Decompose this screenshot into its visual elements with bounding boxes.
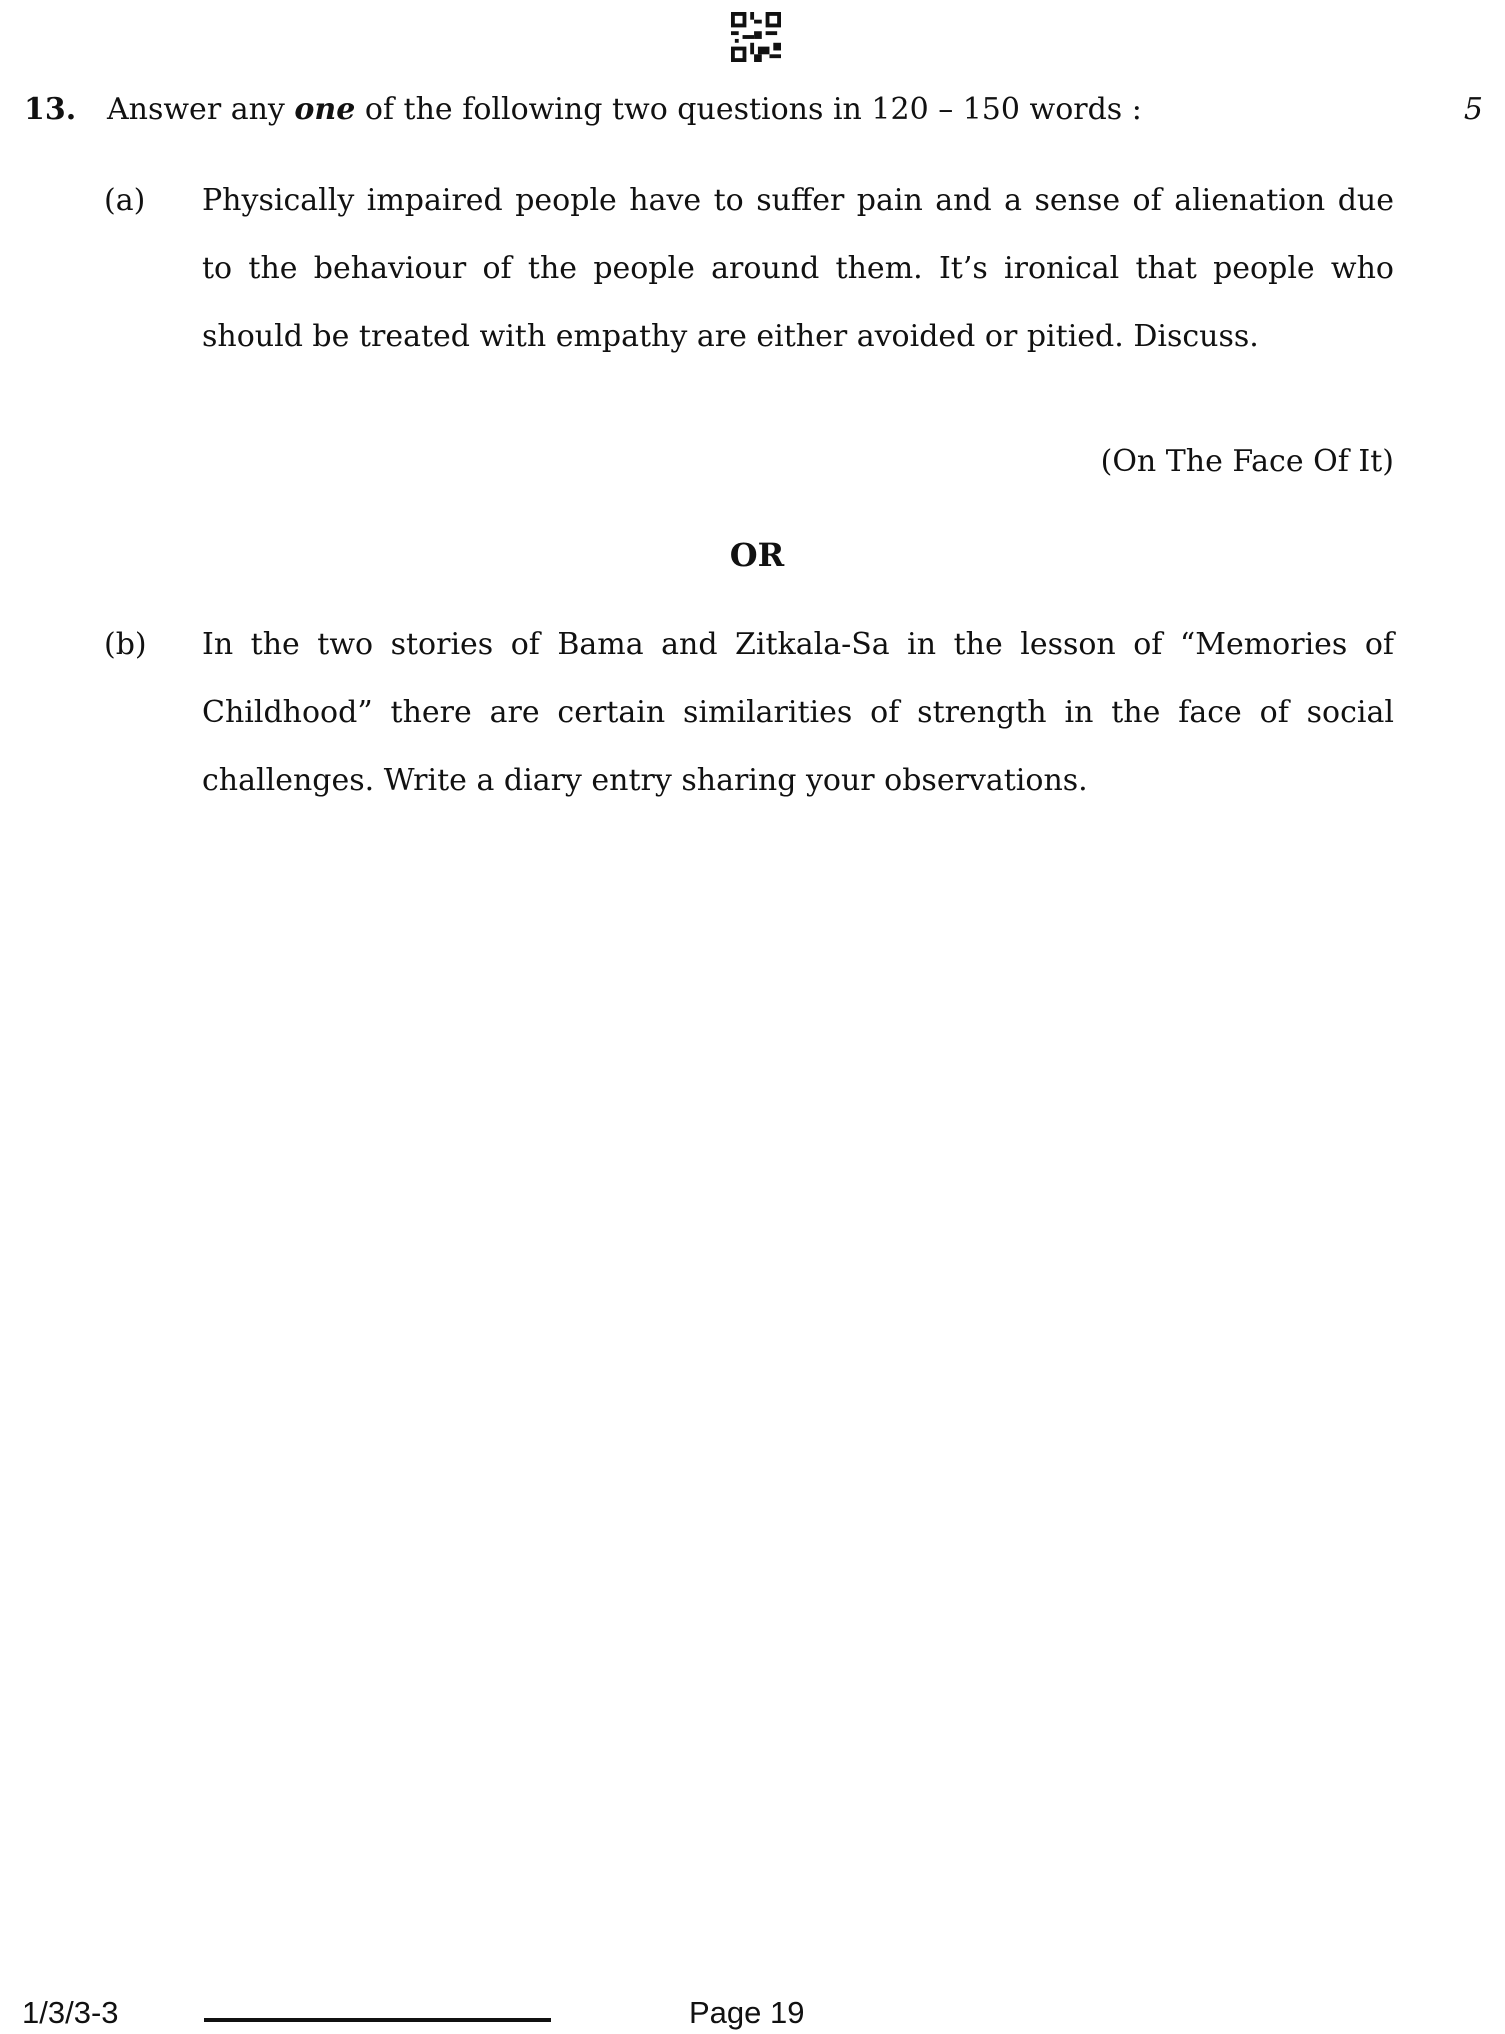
prompt-after: of the following two questions in 120 – 150 words : <box>355 92 1142 127</box>
option-b-label: (b) <box>104 627 147 662</box>
prompt-before: Answer any <box>107 92 295 127</box>
page-number: Page 19 <box>689 1995 805 2030</box>
question-prompt <box>107 92 1142 128</box>
option-a-label: (a) <box>104 183 146 218</box>
footer-rule <box>204 2018 551 2022</box>
option-b-text: In the two stories of Bama and Zitkala-Sa in the lesson of “Memories of Childhood” there are certain similarities of strength in the face of social challenges. Write a diary entry sharing your observations. <box>202 627 1394 798</box>
prompt-emphasis: one <box>294 92 356 127</box>
qr-code-icon <box>730 12 782 62</box>
question-number: 13. <box>24 92 77 127</box>
paper-code: 1/3/3-3 <box>22 1995 119 2030</box>
question-marks: 5 <box>1463 92 1483 127</box>
option-a-source: (On The Face Of It) <box>1100 444 1394 479</box>
or-separator: OR <box>729 536 785 574</box>
option-a-text: Physically impaired people have to suffer pain and a sense of alienation due to the behaviour of the people around them. It’s ironical that people who should be treated with empathy are either avoided or pitied. Discuss. <box>202 183 1394 354</box>
